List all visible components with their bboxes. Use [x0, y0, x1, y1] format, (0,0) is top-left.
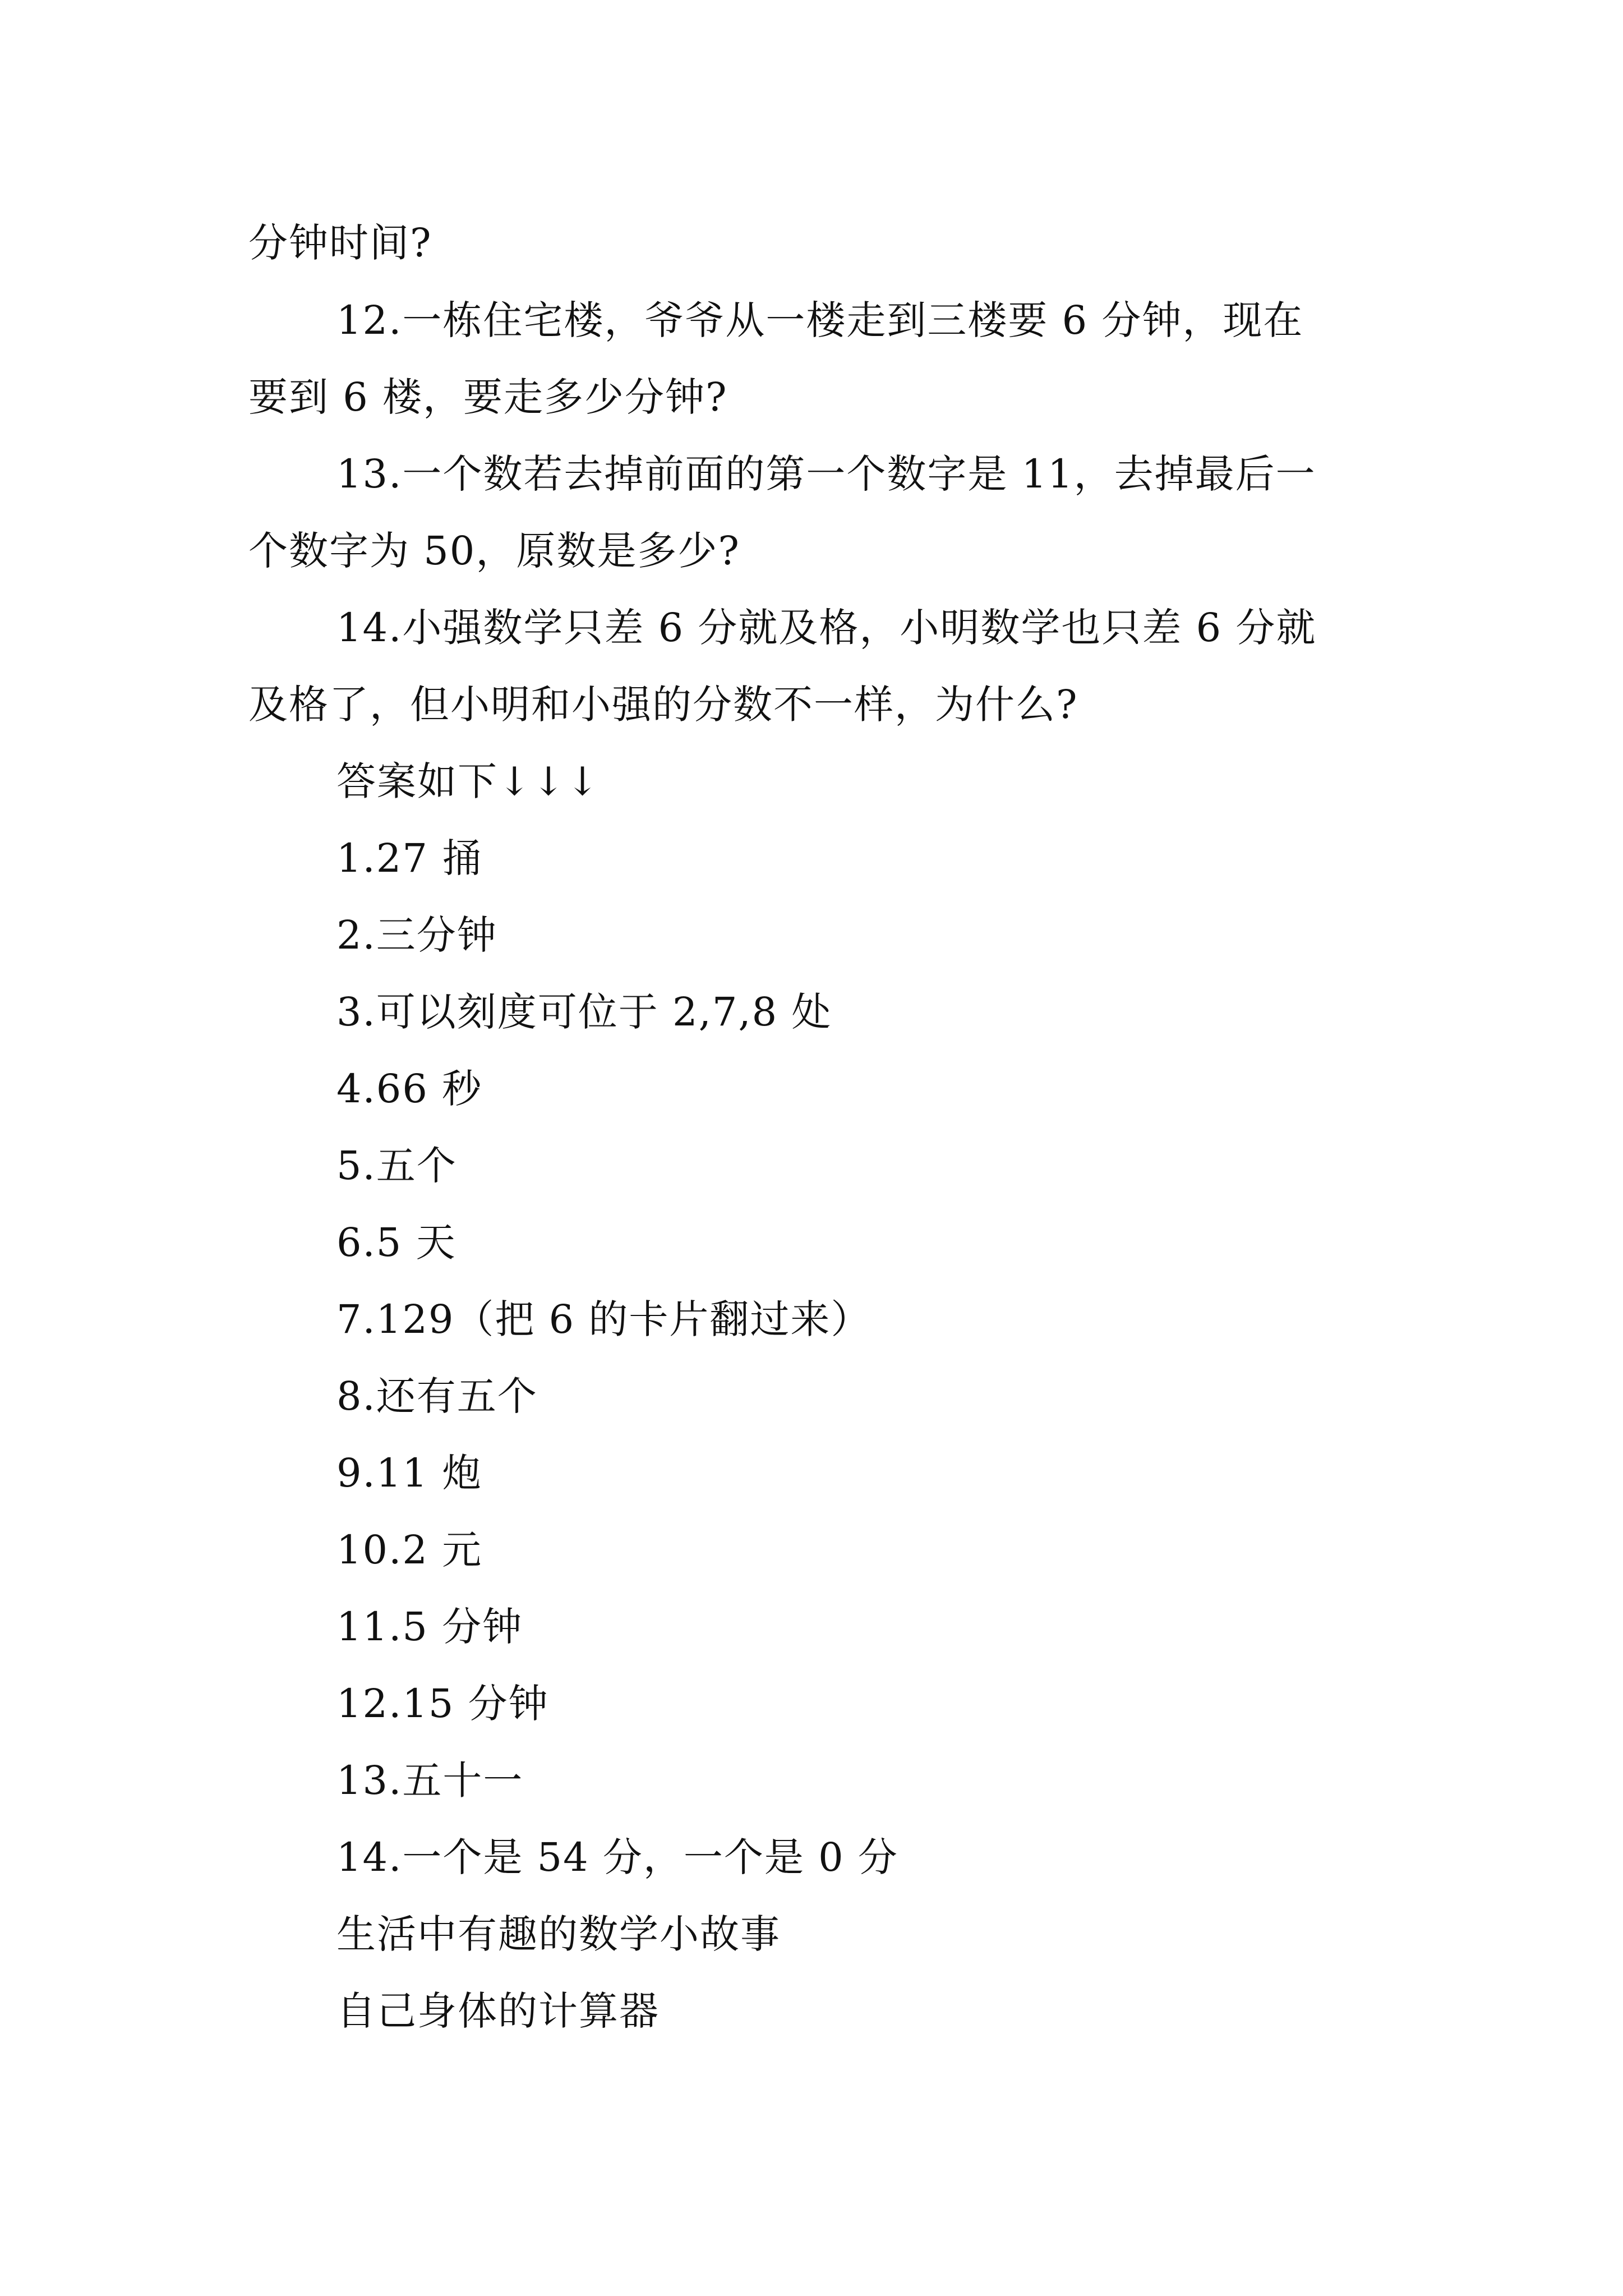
- answer-item: 1.27 捅: [336, 835, 483, 881]
- answer-item: 2.三分钟: [336, 912, 497, 958]
- question-11-tail: 分钟时间?: [248, 220, 432, 266]
- section-subtitle: 自己身体的计算器: [336, 1988, 660, 2034]
- answer-item: 11.5 分钟: [336, 1604, 523, 1650]
- answer-item: 14.一个是 54 分，一个是 0 分: [336, 1834, 898, 1880]
- answer-item: 4.66 秒: [336, 1066, 483, 1112]
- answer-item: 10.2 元: [336, 1527, 483, 1573]
- question-12-line-1: 12.一栋住宅楼，爷爷从一楼走到三楼要 6 分钟，现在: [336, 297, 1304, 343]
- answer-item: 9.11 炮: [336, 1450, 483, 1496]
- answers-heading: 答案如下↓↓↓: [336, 758, 600, 804]
- answer-item: 13.五十一: [336, 1757, 524, 1803]
- section-title: 生活中有趣的数学小故事: [336, 1911, 781, 1957]
- answer-item: 6.5 天: [336, 1220, 457, 1266]
- answer-item: 8.还有五个: [336, 1373, 538, 1419]
- question-13-line-2: 个数字为 50，原数是多少?: [248, 528, 740, 574]
- question-14-line-1: 14.小强数学只差 6 分就及格，小明数学也只差 6 分就: [336, 605, 1317, 651]
- answer-item: 7.129（把 6 的卡片翻过来）: [336, 1296, 872, 1342]
- question-12-line-2: 要到 6 楼，要走多少分钟?: [248, 374, 728, 420]
- question-13-line-1: 13.一个数若去掉前面的第一个数字是 11，去掉最后一: [336, 451, 1316, 497]
- answer-item: 12.15 分钟: [336, 1681, 549, 1727]
- question-14-line-2: 及格了，但小明和小强的分数不一样，为什么?: [248, 682, 1078, 728]
- answer-item: 3.可以刻度可位于 2,7,8 处: [336, 989, 832, 1035]
- answer-item: 5.五个: [336, 1143, 457, 1189]
